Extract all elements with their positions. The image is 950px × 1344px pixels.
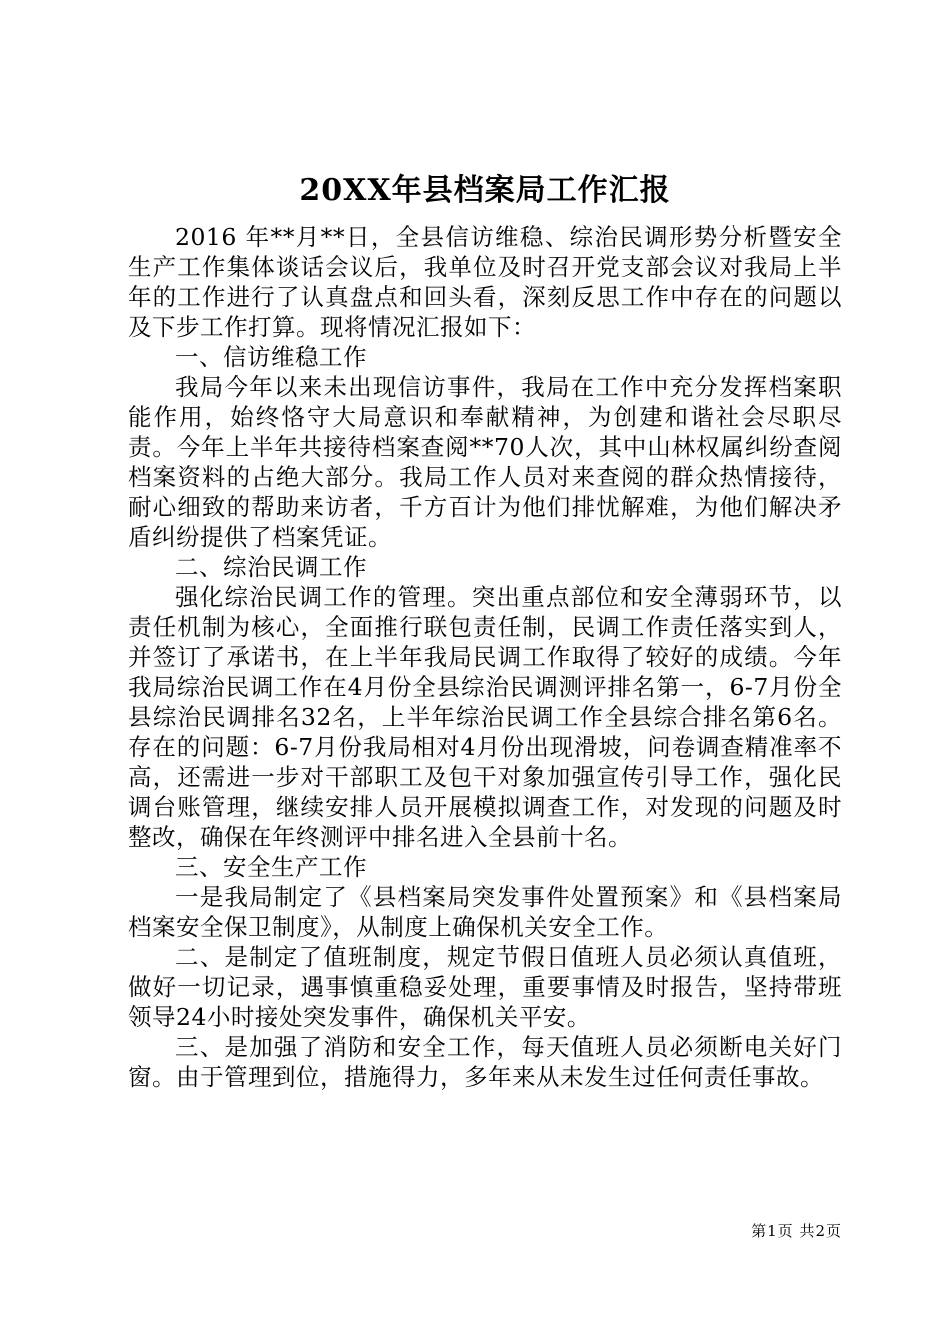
document-body <box>128 222 842 1092</box>
paragraph-section-3-item-2: 二、是制定了值班制度，规定节假日值班人员必须认真值班，做好一切记录，遇事慎重稳妥处理，重要事情及时报告，坚持带班领导24小时接处突发事件，确保机关平安。 <box>128 943 842 1031</box>
paragraph-intro: 2016 年**月**日，全县信访维稳、综治民调形势分析暨安全生产工作集体谈话会议后，我单位及时召开党支部会议对我局上半年的工作进行了认真盘点和回头看，深刻反思工作中存在的问题以及下步工作打算。现将情况汇报如下： <box>128 223 842 341</box>
paragraph-section-1: 我局今年以来未出现信访事件，我局在工作中充分发挥档案职能作用，始终恪守大局意识和奉献精神，为创建和谐社会尽职尽责。今年上半年共接待档案查阅**70人次，其中山林权属纠纷查阅档案资料的占绝大部分。我局工作人员对来查阅的群众热情接待，耐心细致的帮助来访者，千方百计为他们排忧解难，为他们解决矛盾纠纷提供了档案凭证。 <box>128 373 842 551</box>
section-heading-2: 二、综治民调工作 <box>175 553 367 581</box>
paragraph-section-2: 强化综治民调工作的管理。突出重点部位和安全薄弱环节，以责任机制为核心，全面推行联包责任制，民调工作责任落实到人，并签订了承诺书，在上半年我局民调工作取得了较好的成绩。今年我局综治民调工作在4月份全县综治民调测评排名第一，6-7月份全县综治民调排名32名，上半年综治民调工作全县综合排名第6名。存在的问题：6-7月份我局相对4月份出现滑坡，问卷调查精准率不高，还需进一步对干部职工及包干对象加强宣传引导工作，强化民调台账管理，继续安排人员开展模拟调查工作，对发现的问题及时整改，确保在年终测评中排名进入全县前十名。 <box>128 583 842 851</box>
paragraph-section-3-item-1: 一是我局制定了《县档案局突发事件处置预案》和《县档案局档案安全保卫制度》，从制度上确保机关安全工作。 <box>128 883 842 941</box>
paragraph-section-3-item-3: 三、是加强了消防和安全工作，每天值班人员必须断电关好门窗。由于管理到位，措施得力，多年来从未发生过任何责任事故。 <box>128 1033 842 1091</box>
document-title: 20XX年县档案局工作汇报 <box>299 173 671 208</box>
section-heading-3: 三、安全生产工作 <box>175 853 367 881</box>
section-heading-1: 一、信访维稳工作 <box>175 343 367 371</box>
page-number: 第1页 共2页 <box>751 1222 842 1240</box>
